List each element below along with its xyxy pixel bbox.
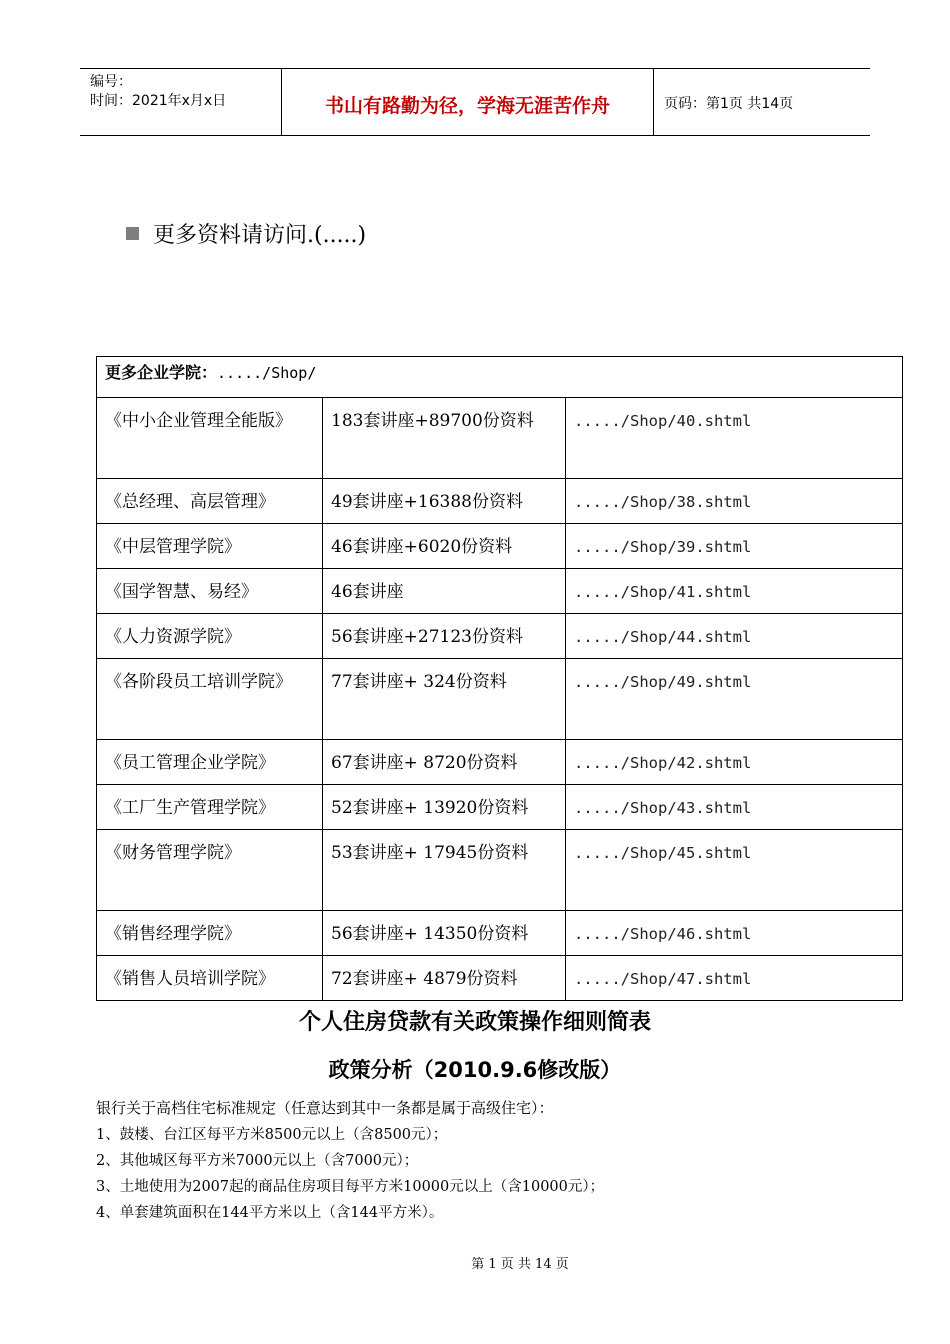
table-header-row [97, 357, 903, 398]
list-item: 4、单套建筑面积在144平方米以上（含144平方米）。 [96, 1205, 444, 1221]
table-row [97, 830, 903, 911]
list-item: 1、鼓楼、台江区每平方米8500元以上（含8500元）； [96, 1127, 448, 1143]
course-url[interactable]: ...../Shop/46.shtml [566, 911, 903, 956]
rules-list [96, 1122, 604, 1226]
more-info-line [126, 218, 366, 249]
shop-table [96, 356, 903, 1001]
table-row [97, 911, 903, 956]
table-row [97, 479, 903, 524]
course-desc: 183套讲座+89700份资料 [323, 398, 566, 479]
table-header-label: 更多企业学院： [105, 363, 218, 382]
course-desc: 56套讲座+ 14350份资料 [323, 911, 566, 956]
header-page-info: 页码：第1页 共14页 [664, 96, 794, 112]
header-motto: 书山有路勤为径，学海无涯苦作舟 [282, 69, 654, 135]
course-desc: 56套讲座+27123份资料 [323, 614, 566, 659]
course-url[interactable]: ...../Shop/43.shtml [566, 785, 903, 830]
page-header [80, 68, 870, 136]
doc-code-label: 编号： [90, 74, 132, 90]
table-row [97, 956, 903, 1001]
list-item: 2、其他城区每平方米7000元以上（含7000元）； [96, 1153, 419, 1169]
intro-text: 银行关于高档住宅标准规定（任意达到其中一条都是属于高级住宅）： [96, 1099, 554, 1117]
document-title: 个人住房贷款有关政策操作细则简表 [298, 1010, 651, 1035]
more-info-text: 更多资料请访问.(.....) [153, 223, 367, 248]
course-url[interactable]: ...../Shop/38.shtml [566, 479, 903, 524]
course-url[interactable]: ...../Shop/44.shtml [566, 614, 903, 659]
table-header-cell [97, 357, 903, 398]
course-name: 《中小企业管理全能版》 [97, 398, 323, 479]
course-desc: 49套讲座+16388份资料 [323, 479, 566, 524]
course-url[interactable]: ...../Shop/39.shtml [566, 524, 903, 569]
table-row [97, 740, 903, 785]
course-url[interactable]: ...../Shop/42.shtml [566, 740, 903, 785]
course-name: 《总经理、高层管理》 [97, 479, 323, 524]
table-row [97, 614, 903, 659]
course-name: 《人力资源学院》 [97, 614, 323, 659]
course-desc: 46套讲座 [323, 569, 566, 614]
course-desc: 72套讲座+ 4879份资料 [323, 956, 566, 1001]
course-name: 《中层管理学院》 [97, 524, 323, 569]
header-meta [80, 69, 282, 135]
course-url[interactable]: ...../Shop/49.shtml [566, 659, 903, 740]
page-footer: 第 1 页 共 14 页 [471, 1257, 569, 1272]
course-url[interactable]: ...../Shop/40.shtml [566, 398, 903, 479]
course-name: 《工厂生产管理学院》 [97, 785, 323, 830]
table-header-url[interactable]: ...../Shop/ [217, 364, 317, 382]
table-row [97, 569, 903, 614]
list-item: 3、土地使用为2007起的商品住房项目每平方米10000元以上（含10000元）； [96, 1179, 605, 1195]
course-desc: 53套讲座+ 17945份资料 [323, 830, 566, 911]
course-desc: 77套讲座+ 324份资料 [323, 659, 566, 740]
course-name: 《销售经理学院》 [97, 911, 323, 956]
course-desc: 46套讲座+6020份资料 [323, 524, 566, 569]
course-name: 《各阶段员工培训学院》 [97, 659, 323, 740]
course-url[interactable]: ...../Shop/41.shtml [566, 569, 903, 614]
table-row [97, 659, 903, 740]
course-desc: 67套讲座+ 8720份资料 [323, 740, 566, 785]
course-name: 《财务管理学院》 [97, 830, 323, 911]
document-subtitle: 政策分析（2010.9.6修改版） [328, 1058, 622, 1082]
square-bullet-icon [126, 227, 139, 240]
course-name: 《国学智慧、易经》 [97, 569, 323, 614]
course-desc: 52套讲座+ 13920份资料 [323, 785, 566, 830]
table-row [97, 785, 903, 830]
course-name: 《员工管理企业学院》 [97, 740, 323, 785]
doc-time-label: 时间：2021年x月x日 [90, 93, 227, 109]
course-name: 《销售人员培训学院》 [97, 956, 323, 1001]
course-url[interactable]: ...../Shop/47.shtml [566, 956, 903, 1001]
table-row [97, 398, 903, 479]
course-url[interactable]: ...../Shop/45.shtml [566, 830, 903, 911]
table-row [97, 524, 903, 569]
